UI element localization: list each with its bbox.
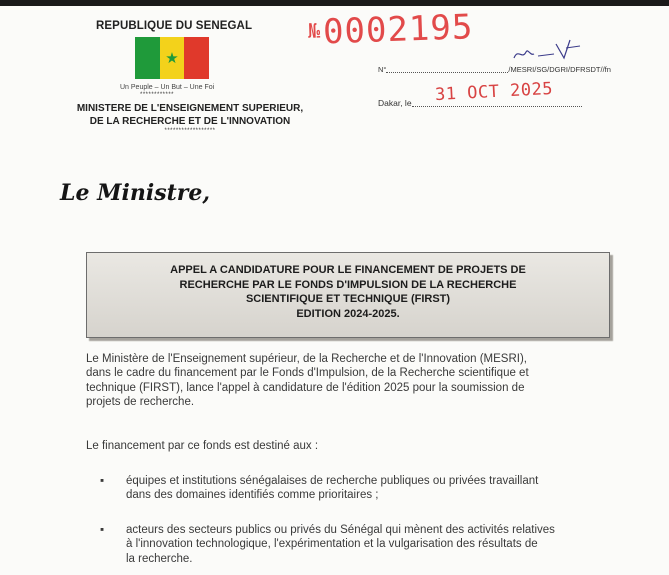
bullet-square-icon: ▪ xyxy=(100,475,105,487)
bullet-item-1 xyxy=(100,474,620,503)
star-icon: ★ xyxy=(165,49,179,67)
call-title xyxy=(87,263,609,321)
reference-suffix: /MESRI/SG/DGRI/DFRSDT//fn xyxy=(508,65,611,74)
bullet-1-line-2: dans des domaines identifiés comme prioritaires ; xyxy=(126,489,379,502)
republic-title: REPUBLIQUE DU SENEGAL xyxy=(96,20,253,32)
date-dots xyxy=(412,98,582,107)
top-border xyxy=(0,0,669,6)
bullet-1-line-1: équipes et institutions sénégalaises de recherche publiques ou privées travaillant xyxy=(126,475,539,487)
call-title-line-3: SCIENTIFIQUE ET TECHNIQUE (FIRST) xyxy=(245,293,451,305)
bullet-item-2 xyxy=(100,523,620,566)
intro-line-1: Le Ministère de l'Enseignement supérieur, de la Recherche et de l'Innovation (MESRI), xyxy=(86,353,527,365)
intro-line-2: dans le cadre du financement par le Fonds d'Impulsion, de la Recherche scientifique et xyxy=(86,367,529,380)
call-title-line-1: APPEL A CANDIDATURE POUR LE FINANCEMENT DE PROJETS DE xyxy=(170,264,526,276)
initials-signature xyxy=(508,34,588,66)
date-prefix: Dakar, le xyxy=(378,98,412,108)
ministry-line-1: MINISTERE DE L'ENSEIGNEMENT SUPERIEUR, xyxy=(76,103,304,114)
bullet-2-line-1: acteurs des secteurs publics ou privés du Sénégal qui mènent des activités relatives xyxy=(126,524,555,536)
reference-dots xyxy=(386,64,508,73)
call-title-line-2: RECHERCHE PAR LE FONDS D'IMPULSION DE LA RECHERCHE xyxy=(179,278,517,291)
reference-prefix: N° xyxy=(378,65,387,74)
signatory-heading: Le Ministre, xyxy=(60,180,210,206)
intro-line-3: technique (FIRST), lance l'appel à candidature de l'édition 2025 pour la soumission de xyxy=(86,381,525,394)
national-motto: Un Peuple – Un But – Une Foi xyxy=(120,84,215,91)
ornament-stars-small: ************ xyxy=(140,92,175,98)
registration-number-stamp xyxy=(307,7,474,53)
intro-line-4: projets de recherche. xyxy=(86,395,195,408)
registration-number: 0002195 xyxy=(322,7,474,53)
intro-paragraph xyxy=(86,352,620,409)
senegal-flag xyxy=(135,37,209,79)
number-sign: № xyxy=(307,18,322,43)
call-title-box xyxy=(86,252,610,338)
bullet-square-icon: ▪ xyxy=(100,524,105,536)
date-stamp: 31 OCT 2025 xyxy=(434,78,554,106)
lead-paragraph: Le financement par ce fonds est destiné aux : xyxy=(86,440,319,452)
date-line xyxy=(378,98,582,108)
call-title-line-4: EDITION 2024-2025. xyxy=(296,307,400,320)
ministry-line-2: DE LA RECHERCHE ET DE L'INNOVATION xyxy=(89,116,291,127)
flag-band-yellow xyxy=(160,37,185,79)
reference-line xyxy=(378,64,611,74)
flag-band-green xyxy=(135,37,160,79)
ministry-name xyxy=(60,102,320,128)
flag-band-red xyxy=(184,37,209,79)
bullet-2-line-2: à l'innovation technologique, l'expérimentation et la vulgarisation des résultats de xyxy=(126,538,538,551)
bullet-2-line-3: la recherche. xyxy=(126,552,193,565)
ornament-stars: ****************** xyxy=(164,128,216,134)
